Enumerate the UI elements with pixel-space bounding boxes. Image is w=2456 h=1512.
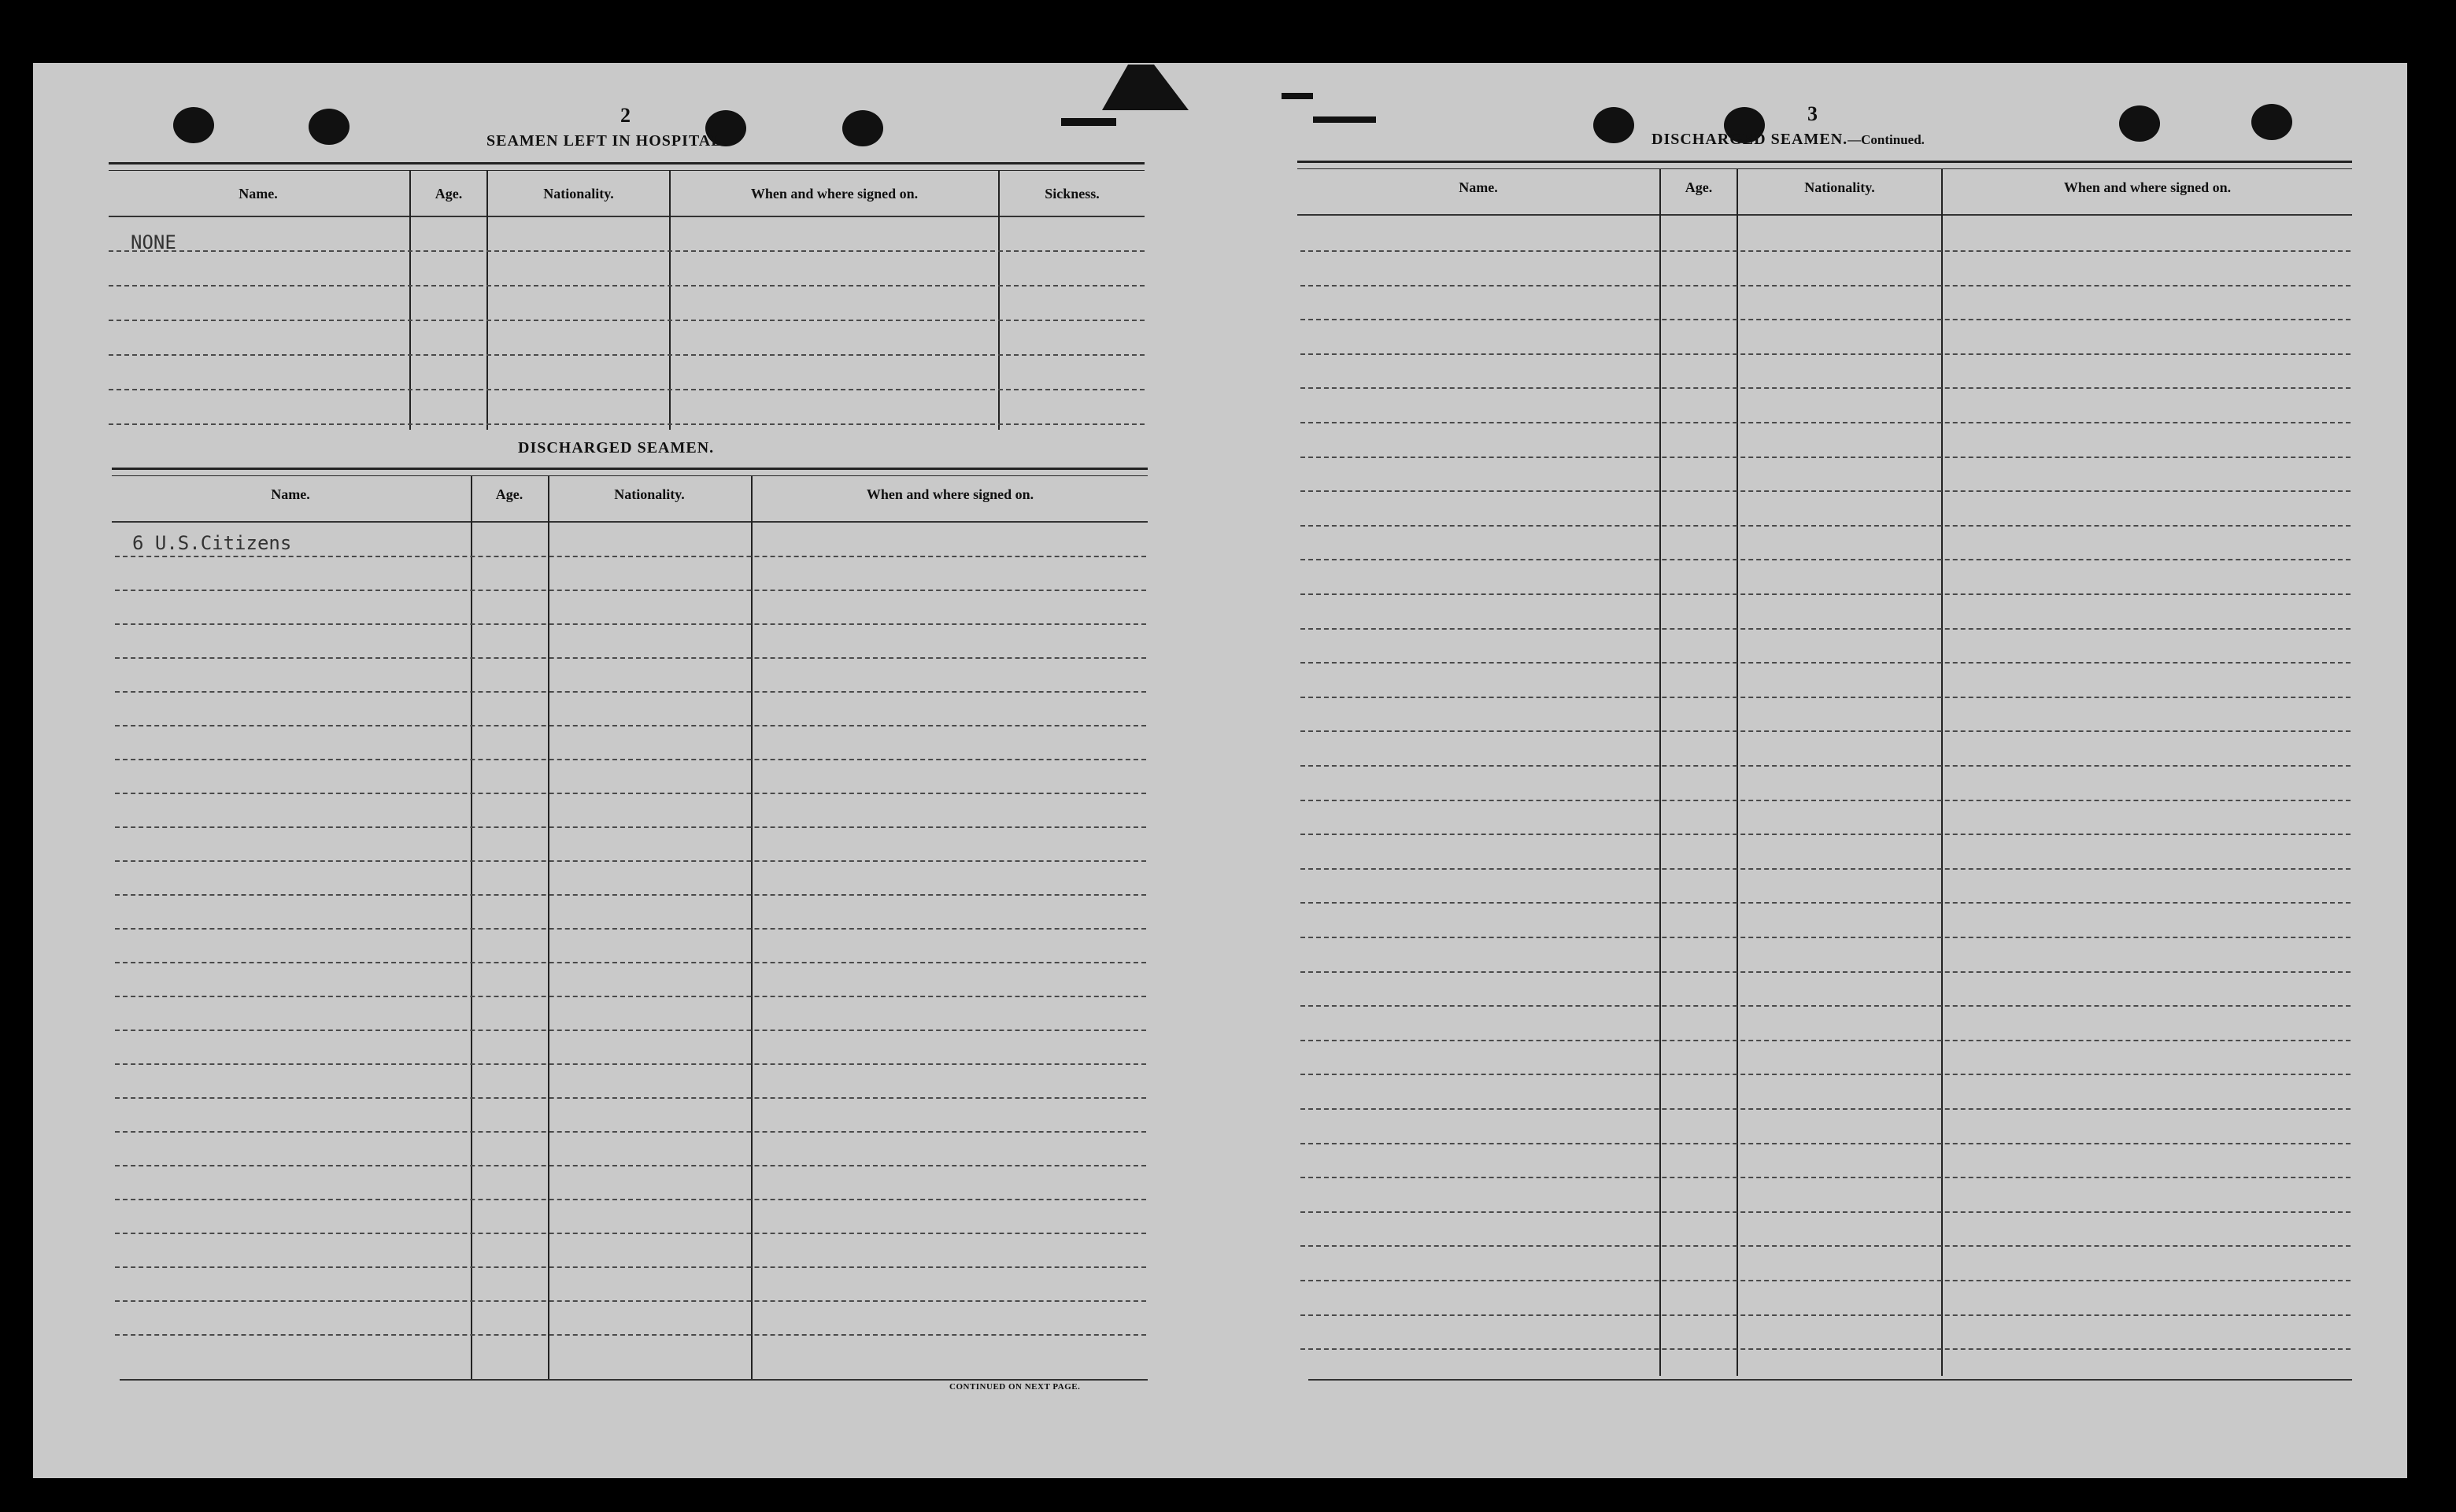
tear-mark <box>1313 116 1376 123</box>
page-number: 3 <box>1807 102 1818 125</box>
ruled-line <box>1300 662 2351 664</box>
ruled-line <box>115 793 1146 794</box>
ruled-line <box>1300 1074 2351 1075</box>
punch-hole <box>173 107 214 143</box>
ruled-line <box>1300 387 2351 389</box>
ruled-line <box>1300 834 2351 835</box>
ruled-line <box>115 1266 1146 1268</box>
ruled-line <box>1300 1177 2351 1178</box>
col-header-name: Name. <box>271 486 310 502</box>
ruled-line <box>1300 593 2351 595</box>
ruled-line <box>115 1199 1146 1200</box>
ruled-line <box>1300 971 2351 973</box>
ruled-line <box>1300 1245 2351 1247</box>
ruled-line <box>115 826 1146 828</box>
ruled-line <box>115 894 1146 896</box>
ruled-line <box>115 556 1146 557</box>
ruled-line <box>115 691 1146 693</box>
ruled-line <box>115 725 1146 726</box>
ruled-line <box>115 1165 1146 1166</box>
ruled-line <box>1300 800 2351 801</box>
col-header-sickness: Sickness. <box>1045 186 1100 201</box>
ruled-line <box>1300 1005 2351 1007</box>
ruled-line <box>1300 525 2351 527</box>
ruled-line <box>115 1334 1146 1336</box>
discharged-section-title: DISCHARGED SEAMEN. <box>518 439 715 457</box>
discharged-continued-title <box>1652 131 1925 149</box>
ruled-line <box>115 1030 1146 1031</box>
ruled-line <box>115 759 1146 760</box>
hospital-table <box>109 162 1145 430</box>
discharged-table <box>112 468 1148 1379</box>
discharged-continued-table <box>1297 161 2352 1379</box>
punch-hole <box>842 110 883 146</box>
ruled-line <box>1300 1211 2351 1213</box>
tear-mark <box>1061 118 1116 126</box>
discharged-entry: 6 U.S.Citizens <box>132 532 292 554</box>
page-number: 2 <box>620 104 631 127</box>
ruled-line <box>1300 422 2351 423</box>
ruled-line <box>115 590 1146 591</box>
title-continued: —Continued. <box>1848 132 1925 147</box>
ruled-line <box>1300 1314 2351 1316</box>
ruled-line <box>115 1131 1146 1133</box>
col-header-name: Name. <box>239 186 278 201</box>
punch-hole <box>1593 107 1634 143</box>
ruled-line <box>115 623 1146 625</box>
ruled-line <box>1300 868 2351 870</box>
punch-hole <box>2251 104 2292 140</box>
ruled-line <box>1300 1040 2351 1041</box>
ruled-line <box>1300 765 2351 767</box>
ruled-line <box>1300 285 2351 287</box>
continued-note: CONTINUED ON NEXT PAGE. <box>949 1382 1081 1392</box>
punch-hole <box>2119 105 2160 142</box>
ruled-line <box>115 962 1146 963</box>
ruled-line <box>1300 319 2351 320</box>
title-main: DISCHARGED SEAMEN. <box>1652 131 1848 148</box>
col-header-age: Age. <box>1685 179 1713 195</box>
ruled-line <box>115 1063 1146 1065</box>
ruled-line <box>1300 697 2351 698</box>
ruled-line <box>1300 250 2351 252</box>
ruled-line <box>115 1097 1146 1099</box>
ruled-line <box>1300 628 2351 630</box>
ruled-line <box>1300 1108 2351 1110</box>
col-header-nationality: Nationality. <box>1804 179 1875 195</box>
col-header-signed-on: When and where signed on. <box>750 186 919 201</box>
col-header-name: Name. <box>1459 179 1498 195</box>
col-header-nationality: Nationality. <box>543 186 614 201</box>
hospital-entry: NONE <box>131 231 176 253</box>
ruled-line <box>1300 937 2351 938</box>
punch-hole <box>309 109 350 145</box>
col-header-age: Age. <box>435 186 463 201</box>
tear-mark <box>1282 93 1313 99</box>
ruled-line <box>1300 1348 2351 1350</box>
ruled-line <box>1300 353 2351 355</box>
ruled-line <box>1300 457 2351 458</box>
hospital-section-title: SEAMEN LEFT IN HOSPITAL. <box>486 132 727 150</box>
ruled-line <box>1300 559 2351 560</box>
ruled-line <box>1300 1143 2351 1144</box>
ruled-line <box>115 928 1146 930</box>
ruled-line <box>115 996 1146 997</box>
ruled-line <box>115 860 1146 862</box>
ruled-line <box>115 657 1146 659</box>
col-header-nationality: Nationality. <box>614 486 685 502</box>
ruled-line <box>1300 902 2351 904</box>
ruled-line <box>115 1233 1146 1234</box>
col-header-age: Age. <box>495 486 523 502</box>
ruled-line <box>1300 490 2351 492</box>
ruled-line <box>1300 1280 2351 1281</box>
ruled-line <box>115 1300 1146 1302</box>
col-header-signed-on: When and where signed on. <box>866 486 1034 502</box>
col-header-signed-on: When and where signed on. <box>2063 179 2232 195</box>
ruled-line <box>1300 730 2351 732</box>
